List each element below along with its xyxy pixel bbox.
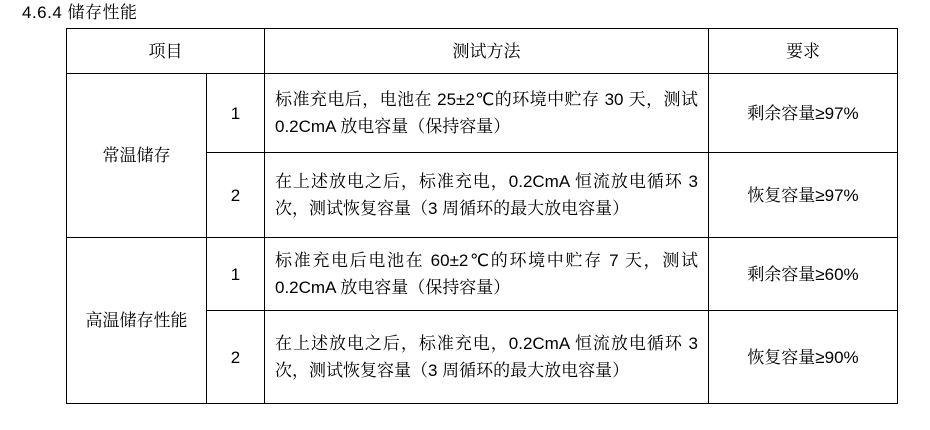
requirement-cell: 剩余容量≥97% — [709, 74, 898, 153]
row-number: 1 — [207, 238, 265, 311]
section-heading: 4.6.4 储存性能 — [22, 3, 138, 22]
table-row-high-temp-1 — [67, 238, 898, 311]
row-number: 2 — [207, 311, 265, 404]
test-method-cell: 标准充电后电池在 60±2℃的环境中贮存 7 天，测试 0.2CmA 放电容量（保持容量） — [265, 238, 709, 311]
requirement-cell: 剩余容量≥60% — [709, 238, 898, 311]
requirement-cell: 恢复容量≥97% — [709, 153, 898, 238]
table-row-normal-temp-1 — [67, 74, 898, 153]
storage-performance-table — [66, 28, 898, 404]
table-header-row — [67, 29, 898, 74]
test-method-cell: 在上述放电之后，标准充电，0.2CmA 恒流放电循环 3 次，测试恢复容量（3 周循环的最大放电容量） — [265, 153, 709, 238]
row-number: 1 — [207, 74, 265, 153]
requirement-cell: 恢复容量≥90% — [709, 311, 898, 404]
group-label-high-temp-storage: 高温储存性能 — [67, 238, 207, 404]
column-header-method: 测试方法 — [265, 29, 709, 74]
test-method-cell: 标准充电后，电池在 25±2℃的环境中贮存 30 天，测试 0.2CmA 放电容量（保持容量） — [265, 74, 709, 153]
column-header-requirement: 要求 — [709, 29, 898, 74]
test-method-cell: 在上述放电之后，标准充电，0.2CmA 恒流放电循环 3 次，测试恢复容量（3 周循环的最大放电容量） — [265, 311, 709, 404]
group-label-normal-temp-storage: 常温储存 — [67, 74, 207, 238]
column-header-item: 项目 — [67, 29, 265, 74]
row-number: 2 — [207, 153, 265, 238]
